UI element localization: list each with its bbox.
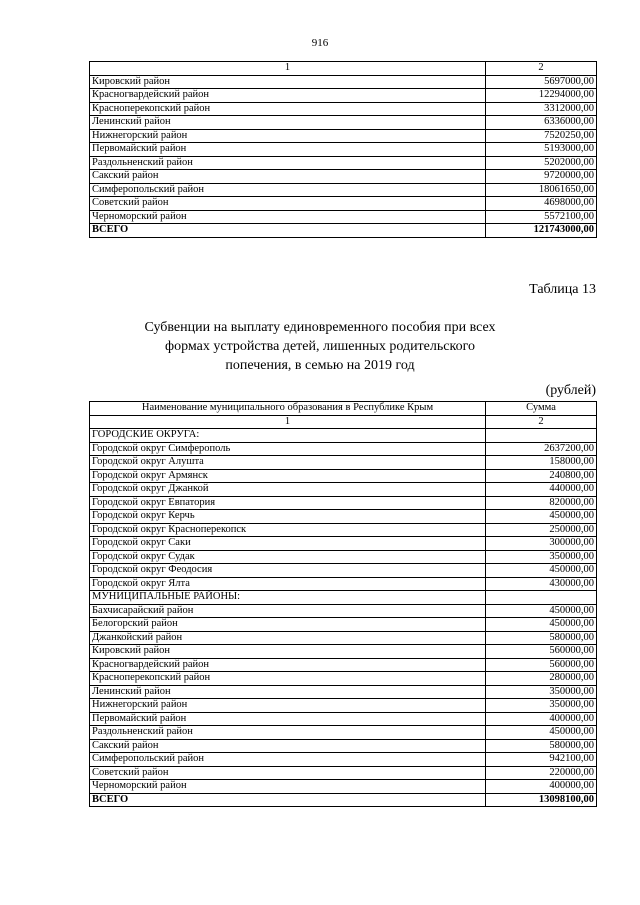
row-value-cell: 450000,00 bbox=[486, 564, 597, 578]
row-name-cell: Советский район bbox=[90, 197, 486, 211]
table-row bbox=[90, 766, 597, 780]
column-number-1: 1 bbox=[90, 415, 486, 429]
top-data-table bbox=[89, 61, 597, 238]
row-name-cell: ГОРОДСКИЕ ОКРУГА: bbox=[90, 429, 486, 443]
row-value-cell: 18061650,00 bbox=[486, 183, 597, 197]
row-value-cell: 5202000,00 bbox=[486, 156, 597, 170]
table-row bbox=[90, 699, 597, 713]
row-name-cell: Красногвардейский район bbox=[90, 658, 486, 672]
page-number: 916 bbox=[311, 37, 329, 49]
section-header-row bbox=[90, 591, 597, 605]
table-row bbox=[90, 564, 597, 578]
column-number-1: 1 bbox=[90, 62, 486, 76]
table-row bbox=[90, 780, 597, 794]
row-value-cell: 580000,00 bbox=[486, 631, 597, 645]
subvention-table-body bbox=[90, 402, 597, 807]
table-row bbox=[90, 604, 597, 618]
table-row bbox=[90, 156, 597, 170]
column-number-row bbox=[90, 415, 597, 429]
title-line: Субвенции на выплату единовременного пособия при всех bbox=[144, 320, 496, 335]
row-name-cell: Первомайский район bbox=[90, 143, 486, 157]
row-value-cell: 4698000,00 bbox=[486, 197, 597, 211]
row-value-cell: 121743000,00 bbox=[486, 224, 597, 238]
row-name-cell: Бахчисарайский район bbox=[90, 604, 486, 618]
row-name-cell: Нижнегорский район bbox=[90, 129, 486, 143]
row-name-cell: Городской округ Симферополь bbox=[90, 442, 486, 456]
table-row bbox=[90, 102, 597, 116]
row-value-cell: 3312000,00 bbox=[486, 102, 597, 116]
row-name-cell: Городской округ Евпатория bbox=[90, 496, 486, 510]
row-name-cell: Городской округ Джанкой bbox=[90, 483, 486, 497]
row-value-cell: 158000,00 bbox=[486, 456, 597, 470]
table-row bbox=[90, 523, 597, 537]
row-name-cell: ВСЕГО bbox=[90, 793, 486, 807]
column-header-sum: Сумма bbox=[486, 402, 597, 416]
row-value-cell: 350000,00 bbox=[486, 699, 597, 713]
row-value-cell: 240800,00 bbox=[486, 469, 597, 483]
table-row bbox=[90, 129, 597, 143]
table-row bbox=[90, 577, 597, 591]
row-name-cell: Красногвардейский район bbox=[90, 89, 486, 103]
table-row bbox=[90, 658, 597, 672]
row-value-cell: 400000,00 bbox=[486, 712, 597, 726]
row-value-cell: 450000,00 bbox=[486, 726, 597, 740]
row-value-cell: 440000,00 bbox=[486, 483, 597, 497]
row-name-cell: Ленинский район bbox=[90, 116, 486, 130]
row-name-cell: Сакский район bbox=[90, 170, 486, 184]
row-name-cell: Черноморский район bbox=[90, 780, 486, 794]
table-row bbox=[90, 496, 597, 510]
column-header-row bbox=[90, 402, 597, 416]
row-value-cell: 560000,00 bbox=[486, 658, 597, 672]
row-name-cell: Городской округ Феодосия bbox=[90, 564, 486, 578]
row-value-cell: 5572100,00 bbox=[486, 210, 597, 224]
subvention-table bbox=[89, 401, 597, 807]
row-value-cell bbox=[486, 591, 597, 605]
row-value-cell: 280000,00 bbox=[486, 672, 597, 686]
table-row bbox=[90, 116, 597, 130]
row-name-cell: Черноморский район bbox=[90, 210, 486, 224]
row-name-cell: Нижнегорский район bbox=[90, 699, 486, 713]
row-name-cell: Симферопольский район bbox=[90, 753, 486, 767]
total-row bbox=[90, 793, 597, 807]
row-value-cell: 250000,00 bbox=[486, 523, 597, 537]
row-value-cell: 820000,00 bbox=[486, 496, 597, 510]
table-row bbox=[90, 143, 597, 157]
table-row bbox=[90, 197, 597, 211]
row-value-cell: 5697000,00 bbox=[486, 75, 597, 89]
row-name-cell: Городской округ Алушта bbox=[90, 456, 486, 470]
row-value-cell: 450000,00 bbox=[486, 604, 597, 618]
column-number-2: 2 bbox=[486, 415, 597, 429]
row-name-cell: Ленинский район bbox=[90, 685, 486, 699]
row-value-cell: 7520250,00 bbox=[486, 129, 597, 143]
row-name-cell: Кировский район bbox=[90, 75, 486, 89]
row-name-cell: Белогорский район bbox=[90, 618, 486, 632]
table-row bbox=[90, 631, 597, 645]
column-header-name: Наименование муниципального образования в Республике Крым bbox=[90, 402, 486, 416]
row-name-cell: Городской округ Армянск bbox=[90, 469, 486, 483]
row-value-cell: 560000,00 bbox=[486, 645, 597, 659]
title-line: формах устройства детей, лишенных родительского bbox=[165, 339, 475, 354]
row-name-cell: Советский район bbox=[90, 766, 486, 780]
row-value-cell: 5193000,00 bbox=[486, 143, 597, 157]
unit-note: (рублей) bbox=[545, 383, 596, 398]
row-value-cell: 13098100,00 bbox=[486, 793, 597, 807]
row-name-cell: Симферопольский район bbox=[90, 183, 486, 197]
table-row bbox=[90, 442, 597, 456]
row-name-cell: Городской округ Судак bbox=[90, 550, 486, 564]
table-row bbox=[90, 618, 597, 632]
title-line: попечения, в семью на 2019 год bbox=[225, 358, 415, 373]
column-number-row bbox=[90, 62, 597, 76]
row-name-cell: ВСЕГО bbox=[90, 224, 486, 238]
total-row bbox=[90, 224, 597, 238]
table-row bbox=[90, 685, 597, 699]
table-row bbox=[90, 645, 597, 659]
row-value-cell: 400000,00 bbox=[486, 780, 597, 794]
table-row bbox=[90, 537, 597, 551]
section-header-row bbox=[90, 429, 597, 443]
table-row bbox=[90, 510, 597, 524]
table-row bbox=[90, 210, 597, 224]
row-value-cell: 6336000,00 bbox=[486, 116, 597, 130]
row-name-cell: Кировский район bbox=[90, 645, 486, 659]
row-name-cell: Городской округ Красноперекопск bbox=[90, 523, 486, 537]
table-row bbox=[90, 753, 597, 767]
table-row bbox=[90, 75, 597, 89]
row-value-cell: 350000,00 bbox=[486, 550, 597, 564]
table-row bbox=[90, 183, 597, 197]
row-name-cell: Первомайский район bbox=[90, 712, 486, 726]
row-name-cell: Джанкойский район bbox=[90, 631, 486, 645]
row-value-cell: 942100,00 bbox=[486, 753, 597, 767]
row-value-cell: 580000,00 bbox=[486, 739, 597, 753]
row-value-cell: 220000,00 bbox=[486, 766, 597, 780]
table-row bbox=[90, 672, 597, 686]
table-row bbox=[90, 89, 597, 103]
table-row bbox=[90, 456, 597, 470]
row-value-cell: 450000,00 bbox=[486, 510, 597, 524]
row-value-cell: 12294000,00 bbox=[486, 89, 597, 103]
row-value-cell: 350000,00 bbox=[486, 685, 597, 699]
column-number-2: 2 bbox=[486, 62, 597, 76]
row-value-cell: 450000,00 bbox=[486, 618, 597, 632]
row-name-cell: Раздольненский район bbox=[90, 156, 486, 170]
row-name-cell: Красноперекопский район bbox=[90, 102, 486, 116]
row-name-cell: Сакский район bbox=[90, 739, 486, 753]
row-value-cell bbox=[486, 429, 597, 443]
row-name-cell: Городской округ Саки bbox=[90, 537, 486, 551]
row-name-cell: Городской округ Ялта bbox=[90, 577, 486, 591]
row-value-cell: 300000,00 bbox=[486, 537, 597, 551]
table-row bbox=[90, 469, 597, 483]
table-row bbox=[90, 712, 597, 726]
table-row bbox=[90, 170, 597, 184]
table-row bbox=[90, 550, 597, 564]
row-name-cell: МУНИЦИПАЛЬНЫЕ РАЙОНЫ: bbox=[90, 591, 486, 605]
top-table-body bbox=[90, 62, 597, 238]
row-value-cell: 9720000,00 bbox=[486, 170, 597, 184]
table-caption: Таблица 13 bbox=[529, 282, 596, 297]
row-name-cell: Раздольненский район bbox=[90, 726, 486, 740]
table-row bbox=[90, 739, 597, 753]
table-title bbox=[100, 318, 540, 375]
row-name-cell: Красноперекопский район bbox=[90, 672, 486, 686]
table-row bbox=[90, 726, 597, 740]
row-value-cell: 430000,00 bbox=[486, 577, 597, 591]
row-name-cell: Городской округ Керчь bbox=[90, 510, 486, 524]
table-row bbox=[90, 483, 597, 497]
row-value-cell: 2637200,00 bbox=[486, 442, 597, 456]
